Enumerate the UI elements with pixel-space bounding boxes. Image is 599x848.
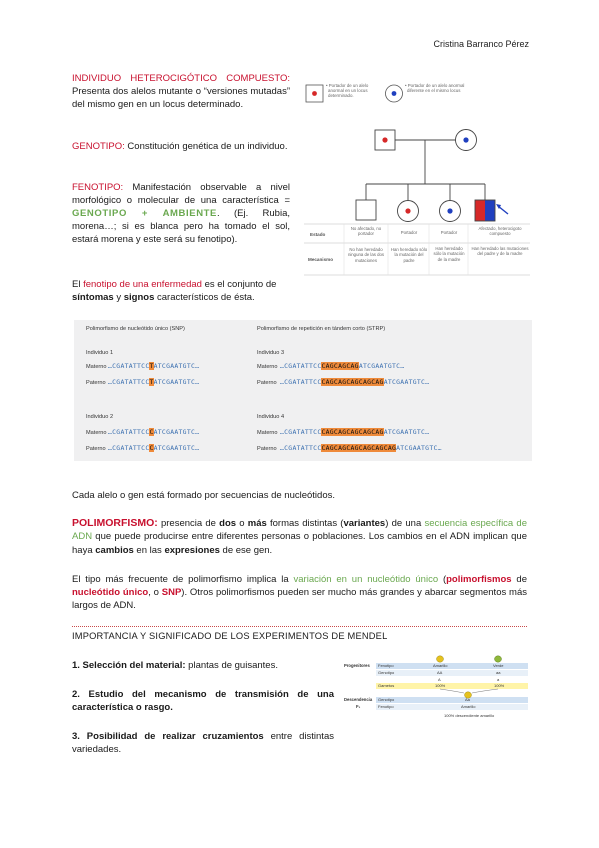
progenitores-label: Progenitores — [344, 663, 370, 668]
p-aa: aa — [496, 670, 501, 675]
f1-label: F₁ — [356, 704, 361, 709]
snp-highlight: C — [149, 444, 154, 452]
mendel-item-1: 1. Selección del material: plantas de guisantes. — [72, 660, 278, 671]
yellow-pea-icon — [437, 656, 444, 662]
mecanismo-cell-3: Han heredado sólo la mutación de la madre — [433, 246, 465, 262]
snp-highlight: T — [149, 378, 154, 386]
child-4-blue-half — [485, 200, 495, 221]
snp-strp-figure — [74, 320, 532, 461]
ind4-materno-label: Materno — [257, 430, 278, 436]
legend-red-dot — [312, 91, 317, 96]
mendel-item-2: 2. Estudio del mecanismo de transmisión de una característica o rasgo. — [72, 689, 334, 714]
snp-paragraph: El tipo más frecuente de polimorfismo implica la variación en un nucleótido único (polimorfismos de nucleótido único, o SNP). Otros polimorfismos pueden ser mucho más grandes y abarcar segmentos más largos de ADN. — [72, 574, 527, 612]
mendel-cross-figure — [342, 653, 528, 733]
estado-cell-3: Portador — [440, 230, 458, 235]
ind1-paterno-seq: …CGATATTCCTATCGAATGTC… — [108, 378, 200, 386]
snp-term: SNP — [161, 587, 182, 599]
enfermedad-and: y — [113, 292, 124, 304]
enfermedad-definition — [72, 278, 290, 304]
fenotipo-example: . (Ej. Rubia, morena…; si es blanca pero ha tomado el sol, estará morena y este será su fenotipo). — [72, 208, 290, 246]
individuo-2-label: Individuo 2 — [86, 414, 114, 420]
strp-highlight: CAGCAGCAG — [321, 362, 359, 370]
f1-result: 100% descendiente amarillo — [444, 713, 495, 718]
individuo-3-label: Individuo 3 — [257, 350, 285, 356]
individuo-4-label: Individuo 4 — [257, 414, 285, 420]
ind3-paterno-seq: …CGATATTCCCAGCAGCAGCAGCAGATCGAATGTC… — [280, 378, 430, 386]
fenotipo-term: FENOTIPO: — [72, 182, 124, 193]
alelo-sentence: Cada alelo o gen está formado por secuencias de nucleótidos. — [72, 490, 336, 501]
p-verde: Verde — [493, 663, 504, 668]
ind2-materno-seq: …CGATATTCCCATCGAATGTC… — [108, 428, 200, 436]
gamete-100b: 100% — [494, 683, 505, 688]
legend-blue-dot — [392, 91, 397, 96]
legend-1: • Portador de un alelo anormal en un locus determinado. — [326, 83, 369, 98]
genotipo-definition — [72, 140, 290, 153]
descendencia-label: Descendencia — [344, 697, 373, 702]
strp-highlight: CAGCAGCAGCAGCAG — [321, 378, 384, 386]
ind2-materno-label: Materno — [86, 430, 107, 436]
ind4-paterno-seq: …CGATATTCCCAGCAGCAGCAGCAGCAGATCGAATGTC… — [280, 444, 442, 452]
ind4-materno-seq: …CGATATTCCCAGCAGCAGCAGCAGATCGAATGTC… — [280, 428, 430, 436]
p-AA: AA — [437, 670, 443, 675]
ind3-paterno-label: Paterno — [257, 380, 277, 386]
fenotipo-definition — [72, 181, 290, 247]
fenotipo-formula: GENOTIPO + AMBIENTE — [72, 208, 217, 220]
estado-cell-2: Portador — [400, 230, 418, 235]
section-divider — [72, 626, 527, 627]
gamete-100a: 100% — [435, 683, 446, 688]
child-4-red-half — [475, 200, 485, 221]
heterocigoto-definition — [72, 72, 290, 111]
pedigree-figure — [300, 72, 532, 277]
ind3-materno-seq: …CGATATTCCCAGCAGCAGATCGAATGTC… — [280, 362, 405, 370]
variacion-term: variación en un nucleótido único — [293, 574, 439, 585]
mecanismo-cell-1: No han heredado ninguna de las dos mutaciones — [347, 247, 385, 263]
enfermedad-text-b: es el conjunto de — [201, 279, 277, 290]
father-dot — [382, 137, 387, 142]
snp-highlight: C — [149, 428, 154, 436]
ind2-paterno-label: Paterno — [86, 446, 106, 452]
estado-cell-1: No afectado, no portador — [350, 226, 382, 237]
p-genotipo-label: Genotipo — [378, 670, 395, 675]
p-amarillo: Amarillo — [433, 663, 448, 668]
genotipo-text: Constitución genética de un individuo. — [124, 141, 288, 152]
ind3-materno-label: Materno — [257, 364, 278, 370]
ind1-materno-seq: …CGATATTCCTATCGAATGTC… — [108, 362, 200, 370]
enfermedad-text-c: característicos de ésta. — [154, 292, 255, 304]
strp-highlight: CAGCAGCAGCAGCAG — [321, 428, 384, 436]
f1-Aa: Aa — [465, 697, 470, 702]
sintomas-term: síntomas — [72, 292, 114, 304]
mecanismo-cell-2: Han heredado sólo la mutación del padre — [390, 247, 428, 263]
f1-amarillo: Amarillo — [461, 704, 476, 709]
f1-genotipo-label: Genotipo — [378, 697, 395, 702]
polimorfismo-definition: POLIMORFISMO: presencia de dos o más formas distintas (variantes) de una secuencia específica de ADN que puede producirse entre diferentes personas o poblaciones. Los cambios en el ADN implican que haya cambios en las expresiones de ese gen. — [72, 517, 528, 556]
child-3-dot — [447, 208, 452, 213]
secuencia-term: secuencia específica de ADN — [72, 518, 528, 543]
p-fenotipo-label: Fenotipo — [378, 663, 394, 668]
ind2-paterno-seq: …CGATATTCCCATCGAATGTC… — [108, 444, 200, 452]
green-pea-icon — [495, 656, 502, 662]
f1-fenotipo-label: Fenotipo — [378, 704, 394, 709]
strp-highlight: CAGCAGCAGCAGCAGCAG — [321, 444, 397, 452]
strp-title: Polimorfismo de repetición en tándem corto (STRP) — [257, 326, 386, 332]
child-1-symbol — [356, 200, 376, 220]
enfermedad-text-a: El — [72, 279, 84, 290]
snp-title: Polimorfismo de nucleótido único (SNP) — [86, 326, 185, 332]
signos-term: signos — [123, 292, 155, 304]
estado-cell-4: Afectado, heterocigoto compuesto — [478, 226, 522, 237]
enfermedad-term: fenotipo de una enfermedad — [83, 279, 202, 290]
gamete-a: a — [497, 677, 500, 682]
heterocigoto-term: INDIVIDUO HETEROCIGÓTICO COMPUESTO: — [72, 73, 290, 84]
author-name: Cristina Barranco Pérez — [433, 39, 529, 49]
row-mecanismo-label: Mecanismo — [308, 257, 334, 262]
genotipo-term: GENOTIPO: — [72, 141, 125, 152]
polimorfismo-term: POLIMORFISMO: — [72, 517, 158, 529]
gamete-A: A — [438, 677, 441, 682]
gametos-label: Gametos — [378, 683, 395, 688]
ind1-paterno-label: Paterno — [86, 380, 106, 386]
snp-highlight: T — [149, 362, 154, 370]
mendel-item-3: 3. Posibilidad de realizar cruzamientos entre distintas variedades. — [72, 731, 334, 756]
mendel-heading: IMPORTANCIA Y SIGNIFICADO DE LOS EXPERIMENTOS DE MENDEL — [72, 631, 388, 641]
child-2-dot — [405, 208, 410, 213]
row-estado-label: Estado — [310, 232, 326, 237]
mother-dot — [463, 137, 468, 142]
fenotipo-text: Manifestación observable a nivel morfológico o molecular de una característica = — [72, 182, 290, 207]
ind1-materno-label: Materno — [86, 364, 107, 370]
heterocigoto-text: Presenta dos alelos mutante o “versiones mutadas” del mismo gen en un locus determinado. — [72, 86, 290, 111]
mecanismo-cell-4: Han heredado las mutaciones del padre y de la madre — [471, 246, 529, 257]
ind4-paterno-label: Paterno — [257, 446, 277, 452]
individuo-1-label: Individuo 1 — [86, 350, 114, 356]
legend-2: • Portador de un alelo anormal diferente en el mismo locus — [405, 83, 465, 93]
